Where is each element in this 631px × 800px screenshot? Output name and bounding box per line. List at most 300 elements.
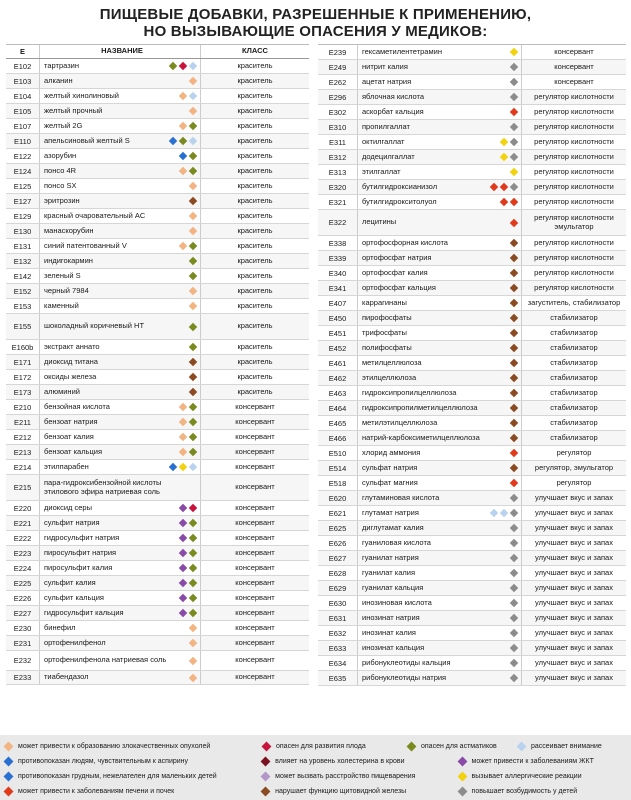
additive-name: пиросульфит калия (44, 562, 113, 572)
additive-class: краситель (237, 150, 273, 160)
additive-code: Е173 (6, 385, 40, 399)
additive-class: консервант (235, 461, 275, 471)
additive-name: инозиновая кислота (362, 597, 432, 607)
additive-name-cell (40, 239, 201, 253)
additive-code: Е213 (6, 445, 40, 459)
table-row (318, 120, 626, 135)
additive-name-cell (40, 400, 201, 414)
hazard-diamond-icon (510, 644, 518, 652)
legend-diamond-icon (261, 787, 271, 797)
hazard-diamond-icon (179, 579, 187, 587)
additive-class: регулятор кислотности (534, 91, 614, 101)
legend-diamond-icon (4, 772, 14, 782)
table-row (6, 209, 309, 224)
hazard-diamond-icon (189, 227, 197, 235)
additive-code: Е634 (318, 656, 358, 670)
additive-class: консервант (554, 76, 594, 86)
additive-name-cell (358, 581, 522, 595)
hazard-diamond-icon (189, 197, 197, 205)
additive-class: улучшает вкус и запах (535, 522, 613, 532)
table-row (318, 311, 626, 326)
hazard-diamond-icon (179, 152, 187, 160)
additive-class: регулятор кислотности (534, 166, 614, 176)
additive-class: регулятор кислотности (534, 252, 614, 262)
hazard-diamond-icon (179, 609, 187, 617)
additive-name-cell (40, 516, 201, 530)
additive-class: краситель (237, 75, 273, 85)
additive-name-cell (358, 626, 522, 640)
additive-code: Е104 (6, 89, 40, 103)
additive-code: Е338 (318, 236, 358, 250)
legend-text: опасен для развития плода (276, 743, 366, 750)
additive-name-cell (358, 446, 522, 460)
hazard-markers (510, 525, 521, 531)
table-row (318, 341, 626, 356)
additive-class: улучшает вкус и запах (535, 537, 613, 547)
additive-name: этилгаллат (362, 166, 401, 176)
additive-name-cell (40, 475, 201, 500)
additive-code: Е232 (6, 651, 40, 670)
table-row (318, 671, 626, 686)
table-row (318, 281, 626, 296)
additive-name-cell (358, 165, 522, 179)
additive-class: консервант (235, 416, 275, 426)
legend-item (458, 788, 627, 795)
table-row (6, 224, 309, 239)
additive-name: инозинат кальция (362, 642, 425, 652)
hazard-diamond-icon (189, 418, 197, 426)
additive-code: Е221 (6, 516, 40, 530)
hazard-markers (169, 138, 200, 144)
hazard-diamond-icon (500, 183, 508, 191)
hazard-diamond-icon (510, 674, 518, 682)
additive-class: консервант (235, 622, 275, 632)
additive-name: апельсиновый желтый S (44, 135, 130, 145)
hazard-diamond-icon (189, 639, 197, 647)
hazard-diamond-icon (510, 569, 518, 577)
additive-name: синий патентованный V (44, 240, 127, 250)
table-row (6, 546, 309, 561)
table-row (6, 651, 309, 671)
additive-name: эритрозин (44, 195, 80, 205)
hazard-diamond-icon (510, 108, 518, 116)
additive-code: Е215 (6, 475, 40, 500)
additive-name: ортофосфат калия (362, 267, 428, 277)
additive-name-cell (358, 296, 522, 310)
table-row (6, 134, 309, 149)
additive-name-cell (358, 491, 522, 505)
hazard-diamond-icon (179, 463, 187, 471)
hazard-markers (189, 303, 200, 309)
additive-code: Е621 (318, 506, 358, 520)
table-row (318, 195, 626, 210)
hazard-markers (169, 63, 200, 69)
hazard-diamond-icon (189, 579, 197, 587)
additive-name: сульфат магния (362, 477, 418, 487)
additive-class: краситель (237, 240, 273, 250)
hazard-diamond-icon (510, 153, 518, 161)
hazard-diamond-icon (189, 212, 197, 220)
additive-name-cell (358, 656, 522, 670)
additive-name: бензойная кислота (44, 401, 110, 411)
hazard-markers (510, 480, 521, 486)
additive-class: улучшает вкус и запах (535, 627, 613, 637)
additive-name-cell (358, 401, 522, 415)
hazard-markers (510, 675, 521, 681)
additive-code: Е322 (318, 210, 358, 235)
additive-name: лецитины (362, 217, 397, 227)
table-row (318, 165, 626, 180)
hazard-diamond-icon (179, 167, 187, 175)
additive-code: Е296 (318, 90, 358, 104)
hazard-diamond-icon (510, 254, 518, 262)
additive-class: краситель (237, 225, 273, 235)
additive-name-cell (40, 460, 201, 474)
additive-name-cell (358, 281, 522, 295)
table-row (6, 576, 309, 591)
hazard-diamond-icon (510, 629, 518, 637)
table-row (6, 591, 309, 606)
hazard-markers (510, 220, 521, 226)
additive-class: регулятор кислотности (534, 267, 614, 277)
hazard-diamond-icon (500, 138, 508, 146)
hazard-diamond-icon (510, 93, 518, 101)
hazard-markers (510, 315, 521, 321)
hazard-markers (179, 610, 200, 616)
additive-code: Е210 (6, 400, 40, 414)
additive-class: улучшает вкус и запах (535, 507, 613, 517)
additive-name-cell (40, 671, 201, 684)
additive-name-cell (358, 326, 522, 340)
additive-name: гексаметилентетрамин (362, 46, 442, 56)
additive-name: азорубин (44, 150, 77, 160)
additive-code: Е155 (6, 314, 40, 339)
legend-item (4, 743, 262, 750)
additives-table-right (318, 44, 626, 686)
hazard-diamond-icon (510, 659, 518, 667)
additive-class: консервант (235, 672, 275, 682)
hazard-markers (179, 550, 200, 556)
hazard-markers (510, 300, 521, 306)
additive-code: Е132 (6, 254, 40, 268)
additive-name: гидроксипропилцеллюлоза (362, 387, 457, 397)
hazard-diamond-icon (510, 63, 518, 71)
hazard-markers (510, 240, 521, 246)
additive-code: Е171 (6, 355, 40, 369)
additive-class: краситель (237, 210, 273, 220)
hazard-diamond-icon (510, 539, 518, 547)
legend-diamond-icon (261, 757, 271, 767)
additive-name: гидросульфит натрия (44, 532, 120, 542)
additive-name: каррагинаны (362, 297, 407, 307)
additive-code: Е625 (318, 521, 358, 535)
additive-name: алканин (44, 75, 73, 85)
additive-name-cell (40, 314, 201, 339)
additive-class: консервант (235, 446, 275, 456)
legend-diamond-icon (407, 742, 417, 752)
table-row (318, 60, 626, 75)
additive-class: стабилизатор (550, 387, 598, 397)
additive-code: Е231 (6, 636, 40, 650)
table-row (6, 340, 309, 355)
hazard-diamond-icon (510, 584, 518, 592)
legend-text: может привести к заболеваниям ЖКТ (471, 758, 594, 765)
table-row (318, 446, 626, 461)
additive-name-cell (358, 120, 522, 134)
additive-name-cell (358, 476, 522, 490)
additive-code: Е102 (6, 59, 40, 73)
additive-name-cell (40, 164, 201, 178)
additive-name-cell (40, 355, 201, 369)
additive-class: консервант (235, 592, 275, 602)
table-row (318, 90, 626, 105)
legend-diamond-icon (457, 757, 467, 767)
hazard-markers (189, 658, 200, 664)
additive-name-cell (40, 284, 201, 298)
table-row (318, 180, 626, 195)
hazard-diamond-icon (189, 62, 197, 70)
additive-name: метилцеллюлоза (362, 357, 422, 367)
hazard-markers (189, 288, 200, 294)
legend-text: может привести к заболеваниям печени и почек (18, 788, 175, 795)
additive-name: додецилгаллат (362, 151, 415, 161)
additive-code: Е262 (318, 75, 358, 89)
table-row (6, 355, 309, 370)
additive-class: регулятор кислотности (534, 237, 614, 247)
hazard-markers (179, 520, 200, 526)
hazard-markers (179, 123, 200, 129)
legend-item (517, 743, 627, 750)
legend-item (4, 773, 261, 780)
hazard-markers (179, 449, 200, 455)
additive-name-cell (40, 606, 201, 620)
additive-name: пиросульфит натрия (44, 547, 117, 557)
table-row (6, 239, 309, 254)
hazard-markers (510, 570, 521, 576)
additive-name: глутаминовая кислота (362, 492, 440, 502)
additive-class: улучшает вкус и запах (535, 612, 613, 622)
table-row (6, 89, 309, 104)
additive-code: Е227 (6, 606, 40, 620)
additive-code: Е340 (318, 266, 358, 280)
additive-name-cell (358, 75, 522, 89)
additive-name: хлорид аммония (362, 447, 421, 457)
hazard-markers (189, 640, 200, 646)
hazard-markers (510, 555, 521, 561)
hazard-markers (179, 595, 200, 601)
additive-name: желтый хинолиновый (44, 90, 119, 100)
additive-name: диоксид титана (44, 356, 98, 366)
additive-class: улучшает вкус и запах (535, 657, 613, 667)
additive-name: рибонуклеотиды натрия (362, 672, 447, 682)
table-row (318, 251, 626, 266)
additive-name: красный очаровательный AC (44, 210, 146, 220)
hazard-markers (510, 375, 521, 381)
additive-code: Е450 (318, 311, 358, 325)
hazard-diamond-icon (510, 138, 518, 146)
legend-text: может привести к образованию злокачественных опухолей (18, 743, 211, 750)
additive-code: Е127 (6, 194, 40, 208)
hazard-markers (510, 124, 521, 130)
legend-text: нарушает функцию щитовидной железы (275, 788, 407, 795)
hazard-diamond-icon (510, 599, 518, 607)
hazard-markers (179, 243, 200, 249)
additive-name-cell (40, 179, 201, 193)
additive-class: стабилизатор (550, 342, 598, 352)
hazard-markers (189, 183, 200, 189)
additive-name-cell (358, 596, 522, 610)
additive-class: улучшает вкус и запах (535, 672, 613, 682)
additive-name-cell (40, 119, 201, 133)
header-name: НАЗВАНИЕ (40, 45, 201, 58)
additive-name-cell (40, 430, 201, 444)
additive-code: Е103 (6, 74, 40, 88)
hazard-diamond-icon (179, 137, 187, 145)
table-row (318, 326, 626, 341)
legend-item (262, 743, 407, 750)
additive-name-cell (358, 371, 522, 385)
additive-class: краситель (237, 321, 273, 331)
table-row (6, 561, 309, 576)
additive-name-cell (358, 536, 522, 550)
hazard-diamond-icon (510, 123, 518, 131)
additive-name: сульфит кальция (44, 592, 104, 602)
additive-code: Е153 (6, 299, 40, 313)
additive-name-cell (40, 415, 201, 429)
additive-code: Е451 (318, 326, 358, 340)
legend-diamond-icon (517, 742, 527, 752)
legend (0, 735, 631, 800)
hazard-diamond-icon (510, 434, 518, 442)
additive-class: регулятор кислотности (534, 282, 614, 292)
hazard-markers (189, 324, 200, 330)
additive-name-cell (358, 461, 522, 475)
additive-name: нитрит калия (362, 61, 408, 71)
additive-code: Е160b (6, 340, 40, 354)
hazard-markers (179, 153, 200, 159)
table-row (6, 284, 309, 299)
hazard-diamond-icon (179, 504, 187, 512)
hazard-diamond-icon (510, 509, 518, 517)
table-row (6, 314, 309, 340)
legend-item (458, 758, 627, 765)
additive-code: Е226 (6, 591, 40, 605)
hazard-markers (500, 199, 521, 205)
additive-name-cell (358, 105, 522, 119)
additive-name-cell (40, 134, 201, 148)
legend-item (4, 788, 261, 795)
table-row (318, 150, 626, 165)
additive-code: Е630 (318, 596, 358, 610)
additive-code: Е510 (318, 446, 358, 460)
additive-name: этилцеллюлоза (362, 372, 417, 382)
hazard-markers (189, 228, 200, 234)
hazard-markers (179, 565, 200, 571)
additive-code: Е452 (318, 341, 358, 355)
table-row (6, 59, 309, 74)
legend-item (261, 758, 457, 765)
additive-class: стабилизатор (550, 402, 598, 412)
additive-code: Е131 (6, 239, 40, 253)
additive-class: краситель (237, 356, 273, 366)
additive-class: краситель (237, 300, 273, 310)
hazard-diamond-icon (510, 78, 518, 86)
table-row (318, 210, 626, 236)
additive-code: Е310 (318, 120, 358, 134)
additive-name: бензоат кальция (44, 446, 103, 456)
hazard-markers (179, 434, 200, 440)
additive-code: Е224 (6, 561, 40, 575)
hazard-markers (510, 630, 521, 636)
table-row (6, 269, 309, 284)
additive-class: краситель (237, 270, 273, 280)
hazard-markers (510, 600, 521, 606)
legend-text: повышает возбудимость у детей (471, 788, 578, 795)
table-row (318, 641, 626, 656)
hazard-diamond-icon (189, 182, 197, 190)
hazard-diamond-icon (510, 389, 518, 397)
additive-code: Е620 (318, 491, 358, 505)
table-row (318, 135, 626, 150)
additive-class: улучшает вкус и запах (535, 492, 613, 502)
additive-class: консервант (235, 517, 275, 527)
legend-text: может вызвать расстройство пищеварения (275, 773, 416, 780)
hazard-diamond-icon (169, 463, 177, 471)
additive-name-cell (40, 651, 201, 670)
additive-code: Е230 (6, 621, 40, 635)
hazard-diamond-icon (169, 62, 177, 70)
hazard-diamond-icon (189, 519, 197, 527)
additive-class: краситель (237, 90, 273, 100)
additive-code: Е465 (318, 416, 358, 430)
hazard-markers (189, 675, 200, 681)
hazard-diamond-icon (189, 624, 197, 632)
additive-code: Е220 (6, 501, 40, 515)
table-row (6, 385, 309, 400)
additive-class: регулятор кислотности (534, 136, 614, 146)
additive-name-cell (40, 370, 201, 384)
additive-class: улучшает вкус и запах (535, 552, 613, 562)
additive-name-cell (40, 445, 201, 459)
hazard-markers (179, 580, 200, 586)
additive-name: бутилгидроксианизол (362, 181, 438, 191)
hazard-diamond-icon (510, 239, 518, 247)
hazard-diamond-icon (510, 359, 518, 367)
table-row (318, 611, 626, 626)
table-row (6, 415, 309, 430)
additive-name-cell (40, 104, 201, 118)
additive-code: Е635 (318, 671, 358, 685)
additive-name-cell (358, 150, 522, 164)
title-line-1: ПИЩЕВЫЕ ДОБАВКИ, РАЗРЕШЕННЫЕ К ПРИМЕНЕНИЮ, (99, 6, 532, 23)
additive-code: Е225 (6, 576, 40, 590)
hazard-markers (490, 510, 521, 516)
hazard-diamond-icon (189, 564, 197, 572)
table-row (6, 149, 309, 164)
additive-class: краситель (237, 255, 273, 265)
table-row (318, 656, 626, 671)
additive-name-cell (40, 59, 201, 73)
table-row (6, 254, 309, 269)
additive-class: стабилизатор (550, 357, 598, 367)
hazard-diamond-icon (179, 92, 187, 100)
additive-class: краситель (237, 371, 273, 381)
hazard-markers (179, 168, 200, 174)
additive-name: гидросульфит кальция (44, 607, 124, 617)
hazard-diamond-icon (179, 242, 187, 250)
additive-code: Е518 (318, 476, 358, 490)
additive-class: краситель (237, 285, 273, 295)
